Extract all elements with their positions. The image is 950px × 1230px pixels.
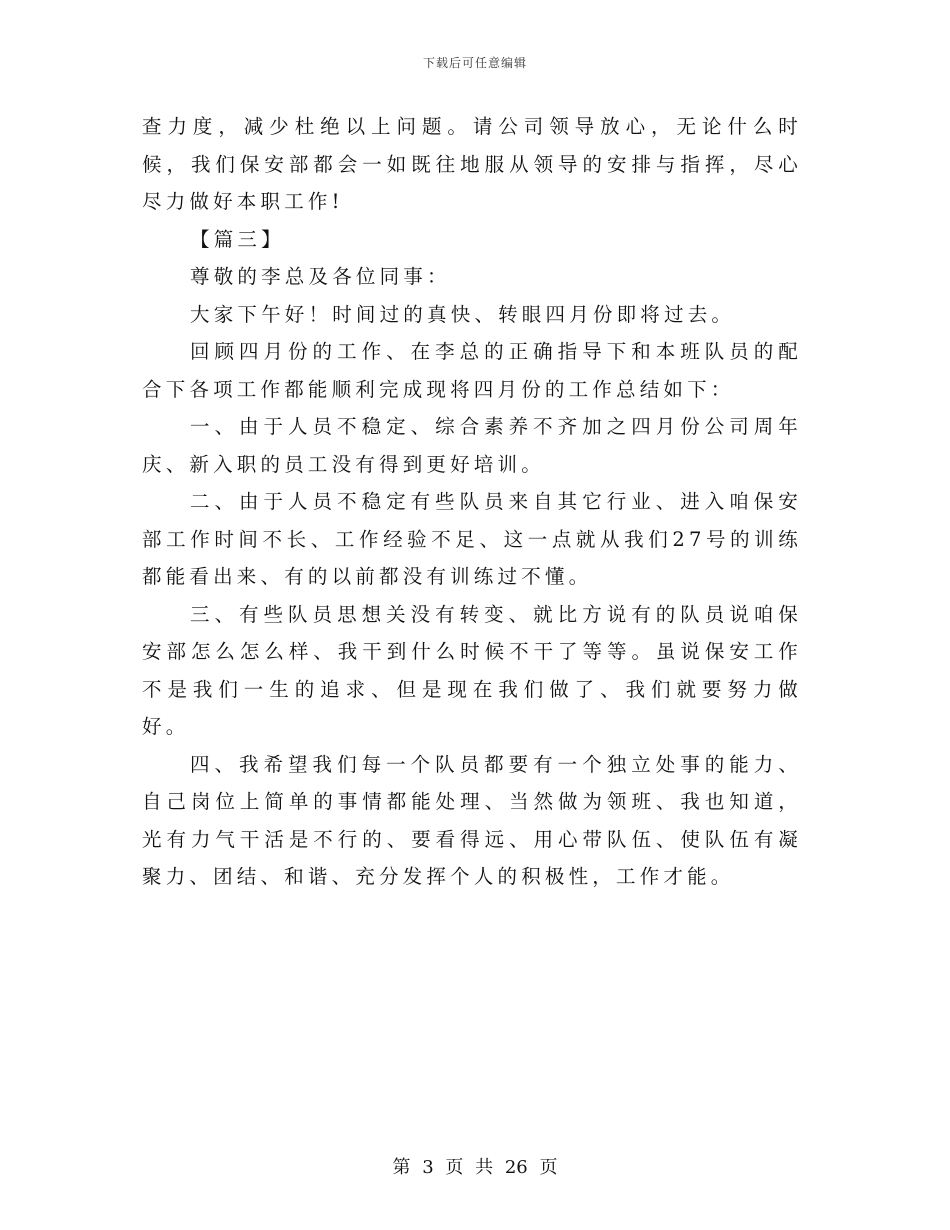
salutation: 尊敬的李总及各位同事： — [190, 265, 451, 288]
paragraph-point-1: 一、由于人员不稳定、综合素养不齐加之四月份公司周年庆、新入职的员工没有得到更好培训。 — [142, 415, 802, 476]
greeting: 大家下午好！时间过的真快、转眼四月份即将过去。 — [190, 302, 736, 326]
header-note: 下载后可任意编辑 — [422, 56, 527, 70]
paragraph-point-2: 二、由于人员不稳定有些队员来自其它行业、进入咱保安部工作时间不长、工作经验不足、这一点就从我们27号的训练都能看出来、有的以前都没有训练过不懂。 — [142, 490, 802, 588]
paragraph-continuation: 查力度，减少杜绝以上问题。请公司领导放心，无论什么时候，我们保安部都会一如既往地服从领导的安排与指挥，尽心尽力做好本职工作! — [142, 115, 802, 213]
paragraph-point-3: 三、有些队员思想关没有转变、就比方说有的队员说咱保安部怎么怎么样、我干到什么时候不干了等等。虽说保安工作不是我们一生的追求、但是现在我们做了、我们就要努力做好。 — [142, 602, 802, 738]
document-body — [142, 108, 802, 896]
page-number: 第 3 页 共 26 页 — [392, 1157, 558, 1178]
paragraph-review: 回顾四月份的工作、在李总的正确指导下和本班队员的配合下各项工作都能顺利完成现将四月份的工作总结如下： — [142, 340, 802, 401]
section-heading: 【篇三】 — [190, 227, 285, 251]
paragraph-point-4: 四、我希望我们每一个队员都要有一个独立处事的能力、自己岗位上简单的事情都能处理、当然做为领班、我也知道，光有力气干活是不行的、要看得远、用心带队伍、使队伍有凝聚力、团结、和谐、充分发挥个人的积极性，工作才能。 — [142, 752, 802, 888]
